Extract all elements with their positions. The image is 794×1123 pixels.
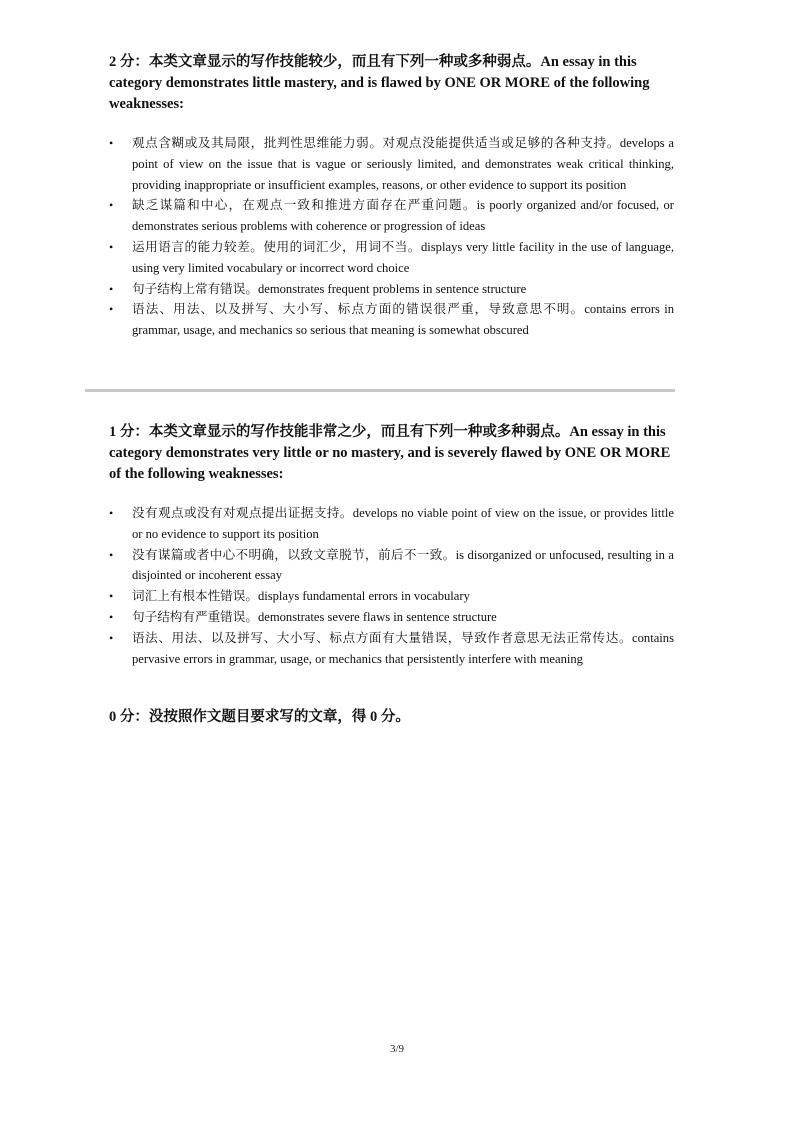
bullet-icon: •	[109, 198, 114, 213]
section-heading: 2 分：本类文章显示的写作技能较少，而且有下列一种或多种弱点。An essay in this category demonstrates little mastery, and is flawed by ONE OR MORE of the following weaknesses:	[109, 54, 650, 112]
section-score-1	[109, 422, 674, 669]
bullet-icon: •	[109, 136, 114, 150]
section-score-0	[109, 707, 674, 728]
bullet-icon: •	[109, 281, 114, 296]
list-item: • 词汇上有根本性错误。displays fundamental errors in vocabulary	[109, 586, 674, 607]
bullet-icon: •	[109, 609, 114, 624]
bullet-icon: •	[109, 630, 114, 645]
section-heading: 1 分：本类文章显示的写作技能非常之少，而且有下列一种或多种弱点。An essay in this category demonstrates very little or no mastery, and is severely flawed by ONE OR MORE of the following weaknesses:	[109, 424, 671, 482]
weakness-list	[109, 133, 674, 341]
bullet-icon: •	[109, 589, 114, 604]
list-item: • 缺乏谋篇和中心，在观点一致和推进方面存在严重问题。is poorly organized and/or focused, or demonstrates serious problems with coherence or progression of ideas	[109, 195, 674, 237]
bullet-icon: •	[109, 239, 114, 254]
list-item: • 没有观点或没有对观点提出证据支持。develops no viable point of view on the issue, or provides little or no evidence to support its position	[109, 503, 674, 545]
section-heading: 0 分：没按照作文题目要求写的文章，得 0 分。	[109, 709, 410, 725]
list-item: • 语法、用法、以及拼写、大小写、标点方面有大量错误，导致作者意思无法正常传达。contains pervasive errors in grammar, usage, or mechanics that persistently interfere with meaning	[109, 628, 674, 670]
list-item: • 没有谋篇或者中心不明确，以致文章脱节，前后不一致。is disorganized or unfocused, resulting in a disjointed or incoherent essay	[109, 545, 674, 587]
bullet-icon: •	[109, 302, 114, 317]
bullet-icon: •	[109, 547, 114, 562]
bullet-icon: •	[109, 506, 114, 520]
weakness-list	[109, 503, 674, 669]
list-item: • 句子结构上常有错误。demonstrates frequent problems in sentence structure	[109, 279, 674, 300]
list-item: • 语法、用法、以及拼写、大小写、标点方面的错误很严重，导致意思不明。contains errors in grammar, usage, and mechanics so serious that meaning is somewhat obscured	[109, 299, 674, 341]
list-item: • 句子结构有严重错误。demonstrates severe flaws in sentence structure	[109, 607, 674, 628]
page-number: 3/9	[389, 1043, 405, 1055]
section-score-2	[109, 52, 674, 341]
section-divider	[85, 389, 675, 392]
list-item: • 观点含糊或及其局限，批判性思维能力弱。对观点没能提供适当或足够的各种支持。develops a point of view on the issue that is vague or seriously limited, and demonstrates weak critical thinking, providing inappropriate or insufficient examples, reasons, or other evidence to support its position	[109, 133, 674, 195]
list-item: • 运用语言的能力较差。使用的词汇少，用词不当。displays very little facility in the use of language, using very limited vocabulary or incorrect word choice	[109, 237, 674, 279]
